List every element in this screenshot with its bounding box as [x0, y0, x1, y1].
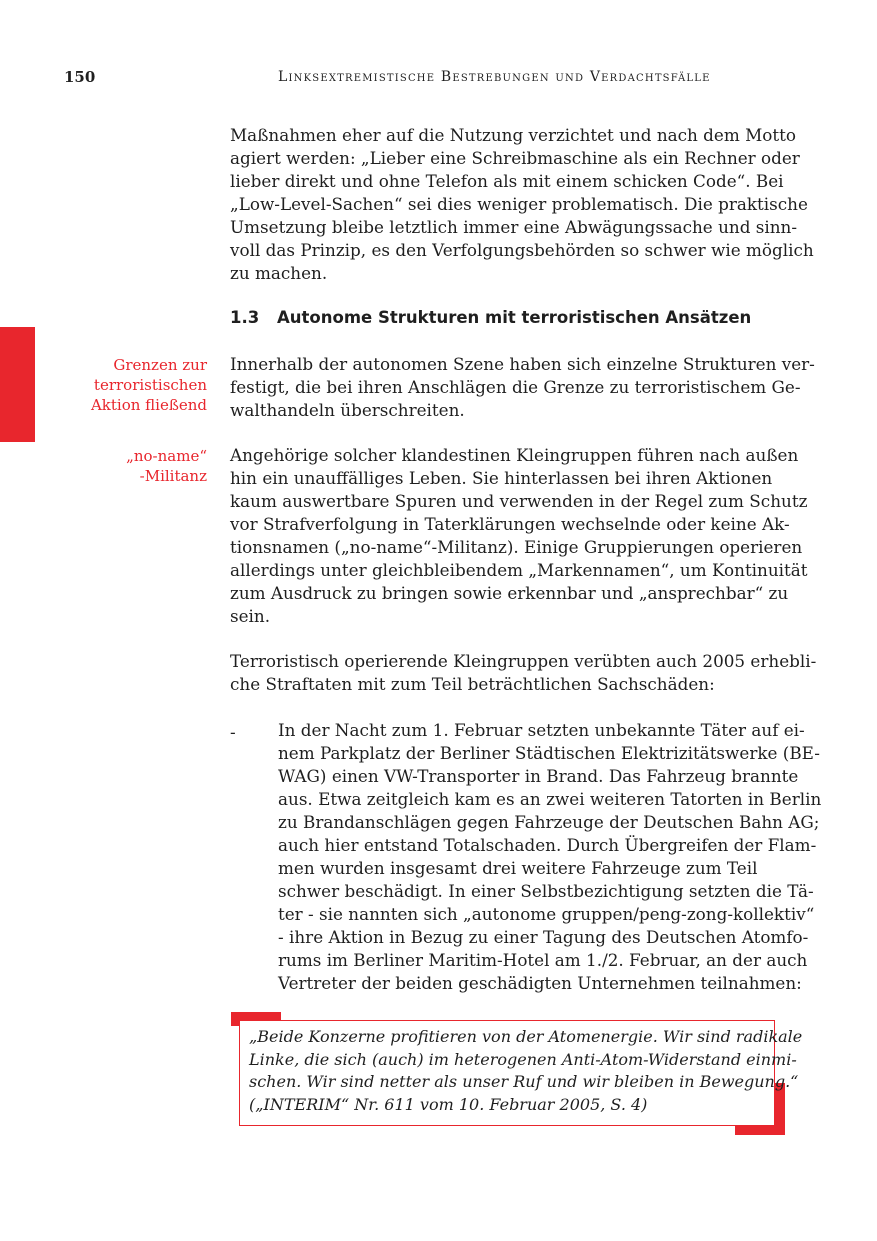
margin-note-line: terroristischen: [93, 376, 207, 394]
text-line: kaum auswertbare Spuren und verwenden in der Regel zum Schutz: [230, 491, 808, 511]
text-line: aus. Etwa zeitgleich kam es an zwei weiteren Tatorten in Berlin: [278, 789, 822, 809]
quote-line: „Beide Konzerne profitieren von der Atomenergie. Wir sind radikale: [249, 1027, 803, 1046]
text-line: WAG) einen VW-Transporter in Brand. Das Fahrzeug brannte: [278, 766, 799, 786]
text-line: walthandeln überschreiten.: [230, 400, 465, 420]
section-number: 1.3: [230, 308, 260, 327]
text-line: hin ein unauffälliges Leben. Sie hinterlassen bei ihren Aktionen: [230, 468, 773, 488]
margin-note-line: Grenzen zur: [113, 356, 207, 374]
intro-paragraph: [230, 124, 814, 285]
text-line: rums im Berliner Maritim-Hotel am 1./2. Februar, an der auch: [278, 950, 808, 970]
margin-note-line: Aktion fließend: [90, 396, 207, 414]
text-line: auch hier entstand Totalschaden. Durch Übergreifen der Flam-: [278, 835, 817, 855]
text-line: tionsnamen („no-name“-Militanz). Einige Gruppierungen operieren: [230, 537, 803, 557]
quote-text: [249, 1026, 803, 1116]
section-title: Autonome Strukturen mit terroristischen Ansätzen: [277, 308, 752, 327]
text-line: zum Ausdruck zu bringen sowie erkennbar und „ansprechbar“ zu: [230, 583, 789, 603]
text-line: In der Nacht zum 1. Februar setzten unbekannte Täter auf ei-: [278, 720, 805, 740]
text-line: nem Parkplatz der Berliner Städtischen Elektrizitätswerke (BE-: [278, 743, 820, 763]
paragraph-3: [230, 650, 817, 696]
margin-note-line: „no-name“: [126, 447, 207, 465]
margin-note-line: -Militanz: [139, 467, 207, 485]
text-line: Innerhalb der autonomen Szene haben sich einzelne Strukturen ver-: [230, 354, 815, 374]
quote-box: [239, 1020, 803, 1126]
text-line: che Straftaten mit zum Teil beträchtlichen Sachschäden:: [230, 674, 715, 694]
text-line: zu Brandanschlägen gegen Fahrzeuge der Deutschen Bahn AG;: [278, 812, 820, 832]
text-line: schwer beschädigt. In einer Selbstbezichtigung setzten die Tä-: [278, 881, 814, 901]
text-line: Maßnahmen eher auf die Nutzung verzichtet und nach dem Motto: [230, 125, 796, 145]
text-line: Vertreter der beiden geschädigten Unternehmen teilnahmen:: [278, 973, 802, 993]
text-line: Angehörige solcher klandestinen Kleingruppen führen nach außen: [230, 445, 799, 465]
bullet-item: [278, 719, 822, 995]
text-line: - ihre Aktion in Bezug zu einer Tagung des Deutschen Atomfo-: [278, 927, 809, 947]
section-heading: [230, 308, 751, 327]
paragraph-1: [230, 353, 815, 422]
text-line: ter - sie nannten sich „autonome gruppen/peng-zong-kollektiv“: [278, 904, 815, 924]
text-line: vor Strafverfolgung in Taterklärungen wechselnde oder keine Ak-: [230, 514, 790, 534]
text-line: voll das Prinzip, es den Verfolgungsbehörden so schwer wie möglich: [230, 240, 814, 260]
text-line: festigt, die bei ihren Anschlägen die Grenze zu terroristischem Ge-: [230, 377, 801, 397]
running-header: Linksextremistische Bestrebungen und Verdachtsfälle: [278, 69, 711, 85]
page-number: 150: [64, 68, 96, 86]
text-line: „Low-Level-Sachen“ sei dies weniger problematisch. Die praktische: [230, 194, 808, 214]
paragraph-2: [230, 444, 808, 628]
text-line: sein.: [230, 606, 271, 626]
margin-note-grenzen: [91, 355, 207, 415]
margin-note-no-name: [126, 446, 207, 486]
text-line: allerdings unter gleichbleibendem „Markennamen“, um Kontinuität: [230, 560, 808, 580]
text-line: lieber direkt und ohne Telefon als mit einem schicken Code“. Bei: [230, 171, 784, 191]
quote-line: schen. Wir sind netter als unser Ruf und wir bleiben in Bewegung.“: [249, 1072, 799, 1091]
text-line: zu machen.: [230, 263, 328, 283]
text-line: Umsetzung bleibe letztlich immer eine Abwägungssache und sinn-: [230, 217, 798, 237]
quote-source: („INTERIM“ Nr. 611 vom 10. Februar 2005, S. 4): [249, 1094, 648, 1114]
text-line: men wurden insgesamt drei weitere Fahrzeuge zum Teil: [278, 858, 758, 878]
text-line: Terroristisch operierende Kleingruppen verübten auch 2005 erhebli-: [230, 651, 817, 671]
text-line: agiert werden: „Lieber eine Schreibmaschine als ein Rechner oder: [230, 148, 800, 168]
bullet-marker: -: [230, 722, 236, 742]
quote-line: Linke, die sich (auch) im heterogenen Anti-Atom-Widerstand einmi-: [249, 1049, 797, 1069]
side-marker-bar: [0, 327, 35, 442]
